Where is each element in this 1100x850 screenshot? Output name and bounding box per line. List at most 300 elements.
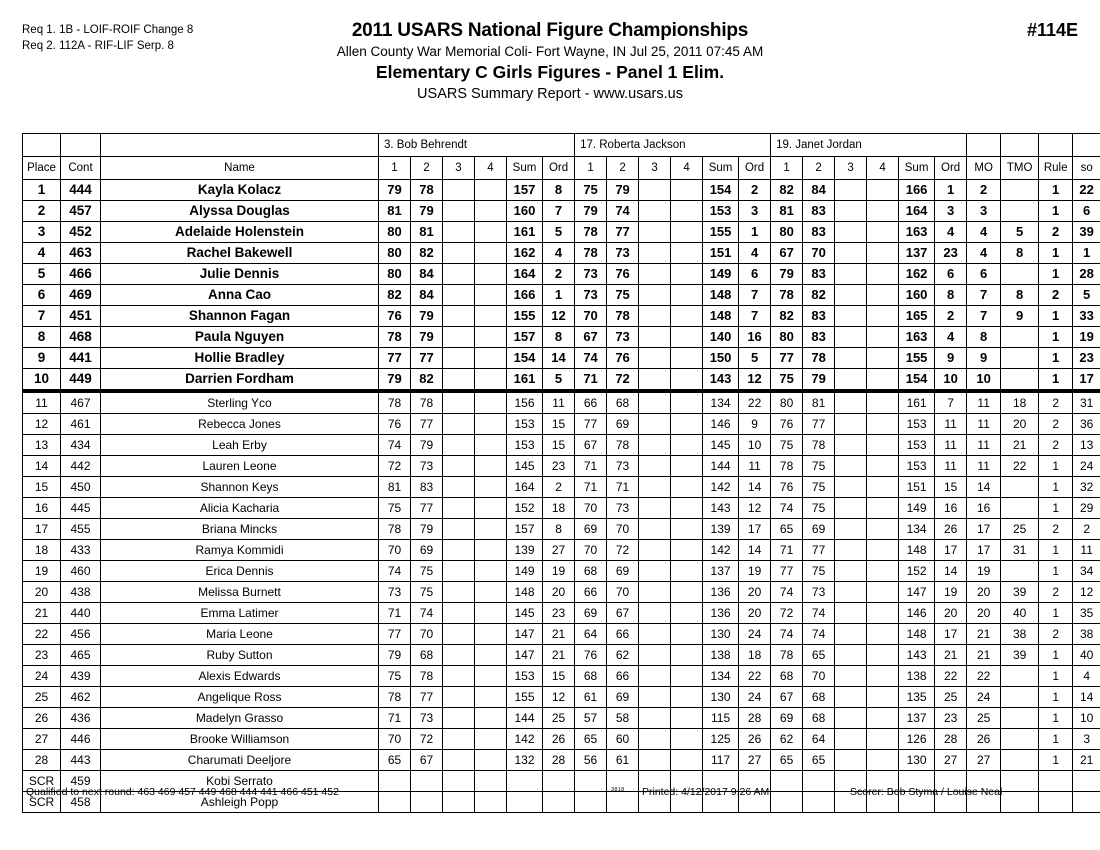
cell-sum-1: 157	[507, 180, 543, 201]
cell-place: SCR	[23, 771, 61, 792]
cell-figure-3-4	[867, 456, 899, 477]
cell-figure-2-3	[639, 285, 671, 306]
cell-cont: 438	[61, 582, 101, 603]
cell-name: Darrien Fordham	[101, 369, 379, 392]
cell-figure-1-2: 74	[411, 603, 443, 624]
cell-ord-1: 21	[543, 624, 575, 645]
cell-figure-3-3	[835, 561, 867, 582]
cell-figure-3-2: 68	[803, 687, 835, 708]
table-row[interactable]	[23, 285, 1100, 306]
cell-ord-1: 7	[543, 201, 575, 222]
table-row[interactable]	[23, 369, 1100, 392]
cell-figure-1-3	[443, 666, 475, 687]
cell-sum-2: 148	[703, 306, 739, 327]
cell-tmo	[1001, 729, 1039, 750]
cell-figure-1-3	[443, 729, 475, 750]
table-row[interactable]	[23, 306, 1100, 327]
cell-so: 21	[1073, 750, 1100, 771]
cell-figure-2-2: 78	[607, 435, 639, 456]
table-row[interactable]	[23, 687, 1100, 708]
cell-mo: 24	[967, 687, 1001, 708]
column-header-ord-1: Ord	[543, 157, 575, 180]
cell-sum-3: 163	[899, 327, 935, 348]
cell-figure-1-4	[475, 391, 507, 414]
cell-cont: 452	[61, 222, 101, 243]
cell-tmo	[1001, 201, 1039, 222]
cell-sum-1: 161	[507, 369, 543, 392]
cell-sum-2: 130	[703, 624, 739, 645]
cell-place: 15	[23, 477, 61, 498]
cell-ord-3: 15	[935, 477, 967, 498]
cell-sum-1: 153	[507, 414, 543, 435]
cell-ord-1: 19	[543, 561, 575, 582]
cell-figure-1-3	[443, 348, 475, 369]
cell-so: 5	[1073, 285, 1100, 306]
cell-so: 38	[1073, 624, 1100, 645]
cell-mo: 17	[967, 519, 1001, 540]
cell-sum-3: 130	[899, 750, 935, 771]
cell-sum-3: 155	[899, 348, 935, 369]
cell-figure-1-2: 75	[411, 561, 443, 582]
cell-figure-2-1: 73	[575, 264, 607, 285]
cell-ord-1: 25	[543, 708, 575, 729]
printed-stamp: Printed: 4/12/2017 9:26 AM	[642, 786, 770, 798]
cell-figure-2-4	[671, 306, 703, 327]
cell-figure-3-1: 76	[771, 414, 803, 435]
column-header-name: Name	[101, 157, 379, 180]
table-row[interactable]	[23, 498, 1100, 519]
cell-figure-1-3	[443, 264, 475, 285]
table-row[interactable]	[23, 414, 1100, 435]
cell-figure-3-2: 83	[803, 264, 835, 285]
cell-sum-2: 142	[703, 540, 739, 561]
table-row[interactable]	[23, 391, 1100, 414]
cell-figure-3-2: 75	[803, 477, 835, 498]
cell-mo: 2	[967, 180, 1001, 201]
cell-figure-2-1: 79	[575, 201, 607, 222]
cell-sum-2: 142	[703, 477, 739, 498]
cell-figure-1-4	[475, 222, 507, 243]
cell-so: 17	[1073, 369, 1100, 392]
cell-place: 8	[23, 327, 61, 348]
cell-figure-1-3	[443, 222, 475, 243]
table-row[interactable]	[23, 729, 1100, 750]
cell-rule: 1	[1039, 180, 1073, 201]
cell-cont: 460	[61, 561, 101, 582]
cell-figure-2-4	[671, 645, 703, 666]
table-row[interactable]	[23, 582, 1100, 603]
cell-figure-2-3	[639, 582, 671, 603]
cell-figure-1-2: 79	[411, 201, 443, 222]
cell-figure-2-3	[639, 729, 671, 750]
cell-so: 4	[1073, 666, 1100, 687]
cell-so: 14	[1073, 687, 1100, 708]
cell-sum-1: 148	[507, 582, 543, 603]
cell-tmo	[1001, 687, 1039, 708]
cell-figure-2-2: 58	[607, 708, 639, 729]
cell-figure-2-4	[671, 435, 703, 456]
cell-cont: 457	[61, 201, 101, 222]
column-header-figure-1-1: 1	[379, 157, 411, 180]
table-row[interactable]	[23, 603, 1100, 624]
cell-rule: 2	[1039, 391, 1073, 414]
cell-figure-3-1: 80	[771, 391, 803, 414]
cell-ord-1: 15	[543, 435, 575, 456]
cell-figure-2-1: 68	[575, 561, 607, 582]
table-row[interactable]	[23, 666, 1100, 687]
cell-figure-1-1: 70	[379, 540, 411, 561]
results-table	[22, 133, 1100, 813]
cell-figure-2-1: 69	[575, 519, 607, 540]
cell-figure-2-1: 77	[575, 414, 607, 435]
cell-figure-2-4	[671, 391, 703, 414]
table-row[interactable]	[23, 645, 1100, 666]
table-row[interactable]	[23, 180, 1100, 201]
requirement-1: Req 1. 1B - LOIF-ROIF Change 8	[22, 24, 194, 36]
cell-ord-2: 3	[739, 201, 771, 222]
table-row[interactable]	[23, 519, 1100, 540]
cell-cont: 463	[61, 243, 101, 264]
cell-figure-1-3	[443, 582, 475, 603]
column-header-row	[23, 157, 1100, 180]
cell-ord-3: 3	[935, 201, 967, 222]
table-row[interactable]	[23, 624, 1100, 645]
judge-row-spacer	[1001, 134, 1039, 157]
cell-figure-1-2: 67	[411, 750, 443, 771]
cell-figure-1-3	[443, 180, 475, 201]
cell-place: 1	[23, 180, 61, 201]
cell-figure-1-4	[475, 666, 507, 687]
cell-figure-2-2: 72	[607, 369, 639, 392]
cell-figure-2-2: 69	[607, 561, 639, 582]
cell-ord-2: 19	[739, 561, 771, 582]
table-row[interactable]	[23, 264, 1100, 285]
cell-ord-2: 20	[739, 582, 771, 603]
cell-figure-1-3	[443, 285, 475, 306]
cell-ord-2: 4	[739, 243, 771, 264]
cell-figure-1-3	[443, 391, 475, 414]
cell-place: 7	[23, 306, 61, 327]
cell-figure-1-2: 79	[411, 435, 443, 456]
cell-figure-1-4	[475, 540, 507, 561]
cell-figure-1-3	[443, 645, 475, 666]
cell-sum-3: 165	[899, 306, 935, 327]
cell-figure-3-1: 82	[771, 180, 803, 201]
cell-ord-3: 11	[935, 414, 967, 435]
cell-figure-2-4	[671, 666, 703, 687]
cell-figure-2-3	[639, 348, 671, 369]
column-header-figure-2-1: 1	[575, 157, 607, 180]
cell-figure-3-3	[835, 498, 867, 519]
cell-figure-3-3	[835, 327, 867, 348]
table-row[interactable]	[23, 477, 1100, 498]
cell-place: 22	[23, 624, 61, 645]
cell-figure-3-2: 74	[803, 624, 835, 645]
cell-figure-3-4	[867, 285, 899, 306]
cell-mo: 25	[967, 708, 1001, 729]
cell-figure-3-3	[835, 582, 867, 603]
table-row[interactable]	[23, 435, 1100, 456]
cell-ord-2: 7	[739, 306, 771, 327]
cell-ord-2: 6	[739, 264, 771, 285]
cell-mo: 27	[967, 750, 1001, 771]
cell-sum-1: 161	[507, 222, 543, 243]
cell-figure-1-2: 82	[411, 369, 443, 392]
cell-mo: 21	[967, 624, 1001, 645]
cell-mo: 11	[967, 391, 1001, 414]
cell-figure-2-3	[639, 477, 671, 498]
cell-name: Emma Latimer	[101, 603, 379, 624]
cell-mo: 8	[967, 327, 1001, 348]
cell-figure-3-4	[867, 582, 899, 603]
cell-figure-2-2: 60	[607, 729, 639, 750]
cell-figure-1-3	[443, 477, 475, 498]
scorer-credit: Scorer: Bob Styma / Louise Neal	[850, 786, 1003, 798]
cell-sum-1: 153	[507, 666, 543, 687]
cell-figure-1-4	[475, 708, 507, 729]
table-row[interactable]	[23, 348, 1100, 369]
cell-place: 3	[23, 222, 61, 243]
cell-figure-2-1: 57	[575, 708, 607, 729]
cell-ord-2: 28	[739, 708, 771, 729]
cell-so: 6	[1073, 201, 1100, 222]
cell-figure-2-1: 56	[575, 750, 607, 771]
cell-figure-1-3	[443, 327, 475, 348]
cell-so: 2	[1073, 519, 1100, 540]
cell-sum-2: 137	[703, 561, 739, 582]
table-row[interactable]	[23, 327, 1100, 348]
cell-ord-2: 27	[739, 750, 771, 771]
cell-rule: 1	[1039, 687, 1073, 708]
cell-figure-1-3	[443, 540, 475, 561]
table-row[interactable]	[23, 222, 1100, 243]
table-row[interactable]	[23, 201, 1100, 222]
cell-so: 34	[1073, 561, 1100, 582]
cell-rule: 2	[1039, 414, 1073, 435]
cell-figure-3-3	[835, 285, 867, 306]
cell-figure-3-3	[835, 477, 867, 498]
cell-figure-1-2: 77	[411, 687, 443, 708]
cell-sum-3: 160	[899, 285, 935, 306]
cell-figure-3-1: 80	[771, 222, 803, 243]
cell-place: 5	[23, 264, 61, 285]
cell-sum-2: 150	[703, 348, 739, 369]
cell-place: 24	[23, 666, 61, 687]
cell-figure-2-3	[639, 306, 671, 327]
cell-figure-1-4	[475, 456, 507, 477]
cell-ord-3: 7	[935, 391, 967, 414]
judge-row-spacer	[1039, 134, 1073, 157]
cell-name: Alexis Edwards	[101, 666, 379, 687]
cell-ord-3: 9	[935, 348, 967, 369]
cell-ord-1: 4	[543, 243, 575, 264]
cell-figure-3-1: 65	[771, 750, 803, 771]
cell-so: 33	[1073, 306, 1100, 327]
cell-sum-2: 149	[703, 264, 739, 285]
cell-place: 11	[23, 391, 61, 414]
table-row[interactable]	[23, 456, 1100, 477]
cell-figure-2-1: 78	[575, 222, 607, 243]
cell-sum-3: 154	[899, 369, 935, 392]
cell-ord-2: 14	[739, 477, 771, 498]
cell-name: Madelyn Grasso	[101, 708, 379, 729]
cell-figure-2-4	[671, 729, 703, 750]
cell-figure-2-3	[639, 264, 671, 285]
cell-figure-1-2: 73	[411, 456, 443, 477]
cell-sum-3: 134	[899, 519, 935, 540]
cell-figure-1-4	[475, 645, 507, 666]
cell-figure-2-3	[639, 327, 671, 348]
cell-figure-2-2: 73	[607, 498, 639, 519]
cell-figure-3-4	[867, 603, 899, 624]
cell-figure-3-3	[835, 306, 867, 327]
cell-figure-3-2: 79	[803, 369, 835, 392]
cell-figure-1-4	[475, 477, 507, 498]
cell-figure-2-1: 71	[575, 477, 607, 498]
cell-ord-3: 26	[935, 519, 967, 540]
cell-figure-2-4	[671, 498, 703, 519]
cell-mo: 16	[967, 498, 1001, 519]
cell-so: 23	[1073, 348, 1100, 369]
cell-figure-1-3	[443, 624, 475, 645]
cell-figure-3-1: 75	[771, 435, 803, 456]
cell-so	[1073, 792, 1100, 813]
cell-ord-2: 24	[739, 624, 771, 645]
cell-rule: 1	[1039, 498, 1073, 519]
cell-name: Alyssa Douglas	[101, 201, 379, 222]
cell-figure-2-4	[671, 327, 703, 348]
cell-sum-2: 151	[703, 243, 739, 264]
cell-sum-1: 145	[507, 603, 543, 624]
cell-sum-1: 162	[507, 243, 543, 264]
cell-figure-3-3	[835, 348, 867, 369]
cell-figure-3-1: 81	[771, 201, 803, 222]
cell-sum-3: 166	[899, 180, 935, 201]
cell-figure-2-4	[671, 369, 703, 392]
cell-figure-1-4	[475, 729, 507, 750]
cell-ord-1: 21	[543, 645, 575, 666]
cell-figure-1-1: 71	[379, 603, 411, 624]
cell-figure-2-1: 71	[575, 369, 607, 392]
cell-ord-2: 10	[739, 435, 771, 456]
cell-figure-3-1: 74	[771, 582, 803, 603]
cell-figure-1-4	[475, 369, 507, 392]
title-block	[0, 20, 1100, 105]
cell-figure-2-3	[639, 456, 671, 477]
cell-figure-3-1: 82	[771, 306, 803, 327]
column-header-rule: Rule	[1039, 157, 1073, 180]
cell-ord-3: 6	[935, 264, 967, 285]
cell-name: Briana Mincks	[101, 519, 379, 540]
cell-sum-1: 156	[507, 391, 543, 414]
cell-figure-3-3	[835, 391, 867, 414]
results-table-container	[22, 133, 1094, 813]
cell-name: Charumati Deeljore	[101, 750, 379, 771]
cell-figure-2-2: 77	[607, 222, 639, 243]
cell-figure-1-4	[475, 498, 507, 519]
cell-tmo: 39	[1001, 645, 1039, 666]
cell-figure-3-3	[835, 624, 867, 645]
cell-figure-3-2: 83	[803, 201, 835, 222]
table-row[interactable]	[23, 540, 1100, 561]
cell-figure-3-3	[835, 708, 867, 729]
cell-figure-3-4	[867, 243, 899, 264]
table-row[interactable]	[23, 750, 1100, 771]
table-row[interactable]	[23, 243, 1100, 264]
cell-name: Anna Cao	[101, 285, 379, 306]
judge-row-spacer	[23, 134, 61, 157]
cell-sum-1: 147	[507, 645, 543, 666]
cell-figure-3-3	[835, 750, 867, 771]
cell-ord-1: 1	[543, 285, 575, 306]
cell-ord-3: 25	[935, 687, 967, 708]
cell-figure-1-1: 72	[379, 456, 411, 477]
cell-figure-2-1: 64	[575, 624, 607, 645]
column-header-cont: Cont	[61, 157, 101, 180]
cell-figure-1-1: 80	[379, 222, 411, 243]
cell-so	[1073, 771, 1100, 792]
cell-figure-3-3	[835, 435, 867, 456]
cell-ord-3: 14	[935, 561, 967, 582]
cell-figure-2-2: 72	[607, 540, 639, 561]
cell-place: 17	[23, 519, 61, 540]
cell-sum-3: 126	[899, 729, 935, 750]
cell-figure-3-2: 68	[803, 708, 835, 729]
cell-rule: 2	[1039, 435, 1073, 456]
cell-sum-3: 147	[899, 582, 935, 603]
cell-figure-1-2: 77	[411, 414, 443, 435]
cell-figure-2-4	[671, 180, 703, 201]
cell-figure-3-4	[867, 519, 899, 540]
cell-figure-2-2: 68	[607, 391, 639, 414]
cell-figure-3-1: 69	[771, 708, 803, 729]
cell-figure-3-2: 69	[803, 519, 835, 540]
cell-place: 28	[23, 750, 61, 771]
cell-figure-2-1: 66	[575, 391, 607, 414]
cell-name: Kobi Serrato	[101, 771, 379, 792]
cell-figure-2-1: 67	[575, 327, 607, 348]
cell-rule: 1	[1039, 348, 1073, 369]
cell-figure-1-4	[475, 243, 507, 264]
cell-figure-3-3	[835, 540, 867, 561]
cell-mo: 14	[967, 477, 1001, 498]
judge-label-1: 3. Bob Behrendt	[379, 134, 575, 157]
cell-sum-3: 143	[899, 645, 935, 666]
cell-rule: 1	[1039, 666, 1073, 687]
cell-cont: 461	[61, 414, 101, 435]
cell-tmo: 8	[1001, 243, 1039, 264]
cell-figure-3-3	[835, 645, 867, 666]
cell-sum-3: 137	[899, 243, 935, 264]
cell-ord-1: 26	[543, 729, 575, 750]
cell-figure-3-3	[835, 666, 867, 687]
cell-ord-2: 11	[739, 456, 771, 477]
cell-tmo	[1001, 561, 1039, 582]
cell-ord-3: 4	[935, 327, 967, 348]
cell-figure-2-4	[671, 477, 703, 498]
cell-ord-2: 17	[739, 519, 771, 540]
cell-figure-1-1: 81	[379, 477, 411, 498]
cell-ord-2: 22	[739, 666, 771, 687]
cell-figure-1-4	[475, 435, 507, 456]
cell-sum-2: 134	[703, 666, 739, 687]
table-row[interactable]	[23, 708, 1100, 729]
cell-sum-3: 162	[899, 264, 935, 285]
cell-cont: 434	[61, 435, 101, 456]
cell-figure-1-4	[475, 414, 507, 435]
cell-figure-3-2: 75	[803, 456, 835, 477]
table-row[interactable]	[23, 561, 1100, 582]
